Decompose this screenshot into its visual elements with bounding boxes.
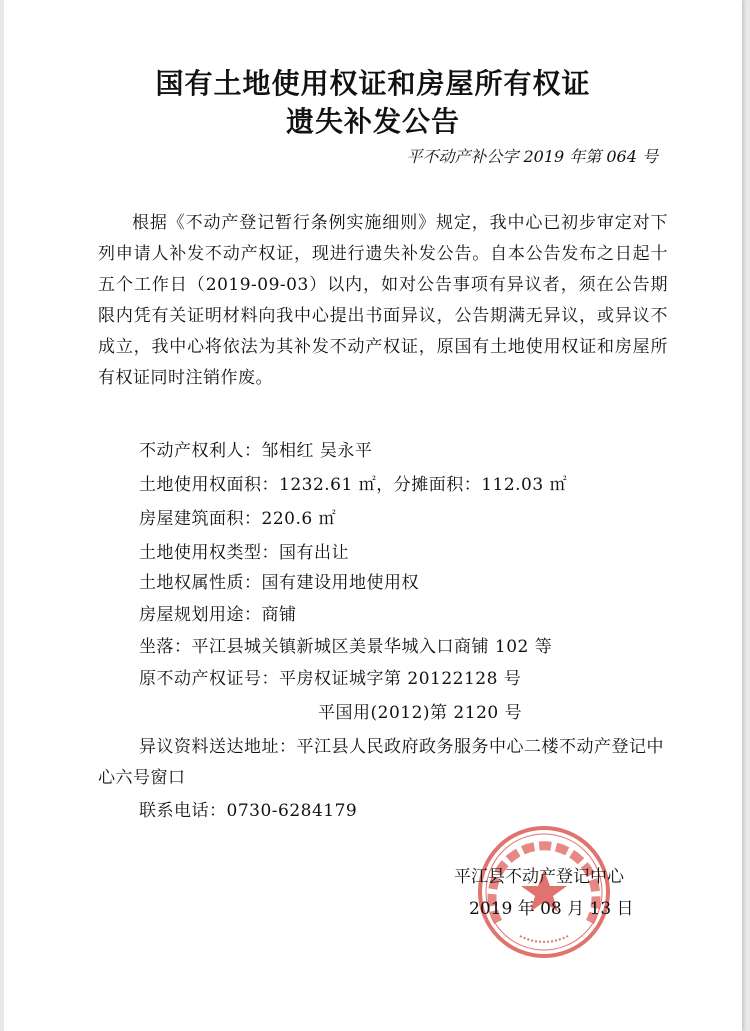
field-location: 坐落：平江县城关镇新城区美景华城入口商铺 102 等 [139,637,553,657]
document-page [4,0,742,1031]
official-seal-icon [474,822,614,962]
field-planned-use: 房屋规划用途：商铺 [139,605,297,625]
notice-title-line1: 国有土地使用权证和房屋所有权证 [155,67,591,100]
notice-title-line2: 遗失补发公告 [285,105,460,138]
field-land-area: 土地使用权面积：1232.61 ㎡，分摊面积：112.03 ㎡ [139,475,568,495]
notice-body-paragraph: 根据《不动产登记暂行条例实施细则》规定，我中心已初步审定对下列申请人补发不动产权证，现进行遗失补发公告。自本公告发布之日起十五个工作日（2019-09-03）以内，如对公告事项有异议者，须在公告期限内凭有关证明材料向我中心提出书面异议，公告期满无异议，或异议不成立，我中心将依法为其补发不动产权证，原国有土地使用权证和房屋所有权证同时注销作废。 [98,213,668,388]
field-land-use-type: 土地使用权类型：国有出让 [139,543,349,563]
signature-organization: 平江县不动产登记中心 [454,867,624,887]
field-original-cert-2: 平国用(2012)第 2120 号 [318,703,523,723]
field-land-right-nature: 土地权属性质：国有建设用地使用权 [139,573,419,593]
field-objection-address: 异议资料送达地址：平江县人民政府政务服务中心二楼不动产登记中心六号窗口 [98,737,664,788]
signature-date: 2019 年 08 月 13 日 [469,899,634,919]
document-number: 平不动产补公字 2019 年第 064 号 [406,147,658,166]
field-building-area: 房屋建筑面积：220.6 ㎡ [139,509,337,529]
field-owner: 不动产权利人：邹相红 吴永平 [139,441,373,461]
field-phone: 联系电话：0730-6284179 [139,801,358,821]
field-original-cert: 原不动产权证号：平房权证城字第 20122128 号 [139,669,522,689]
